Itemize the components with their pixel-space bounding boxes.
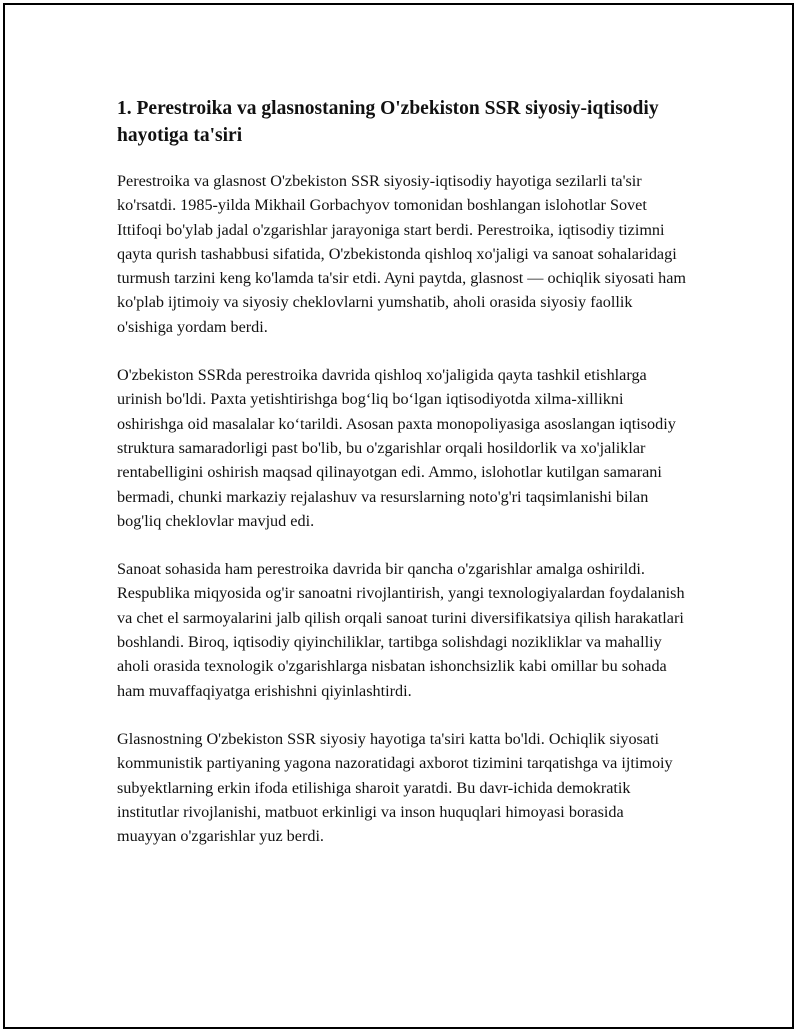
- document-body: [117, 95, 687, 872]
- paragraph-4: Glasnostning O'zbekiston SSR siyosiy hayotiga ta'siri katta bo'ldi. Ochiqlik siyosati kommunistik partiyaning yagona nazoratidagi axborot tizimini tarqatishga va ijtimoiy subyektlarning erkin ifoda etilishiga sharoit yaratdi. Bu davr-ichida demokratik institutlar rivojlanishi, matbuot erkinligi va inson huquqlari himoyasi borasida muayyan o'zgarishlar yuz berdi.: [117, 729, 673, 846]
- paragraph-2: O'zbekiston SSRda perestroika davrida qishloq xo'jaligida qayta tashkil etishlarga urinish bo'ldi. Paxta yetishtirishga bog‘liq bo‘lgan iqtisodiyotda xilma-xillikni oshirishga oid masalalar ko‘tarildi. Asosan paxta monopoliyasiga asoslangan iqtisodiy struktura samaradorligi past bo'lib, bu o'zgarishlar orqali hosildorlik va xo'jaliklar rentabelligini oshirish maqsad qilinayotgan edi. Ammo, islohotlar kutilgan samarani bermadi, chunki markaziy rejalashuv va resurslarning noto'g'ri taqsimlanishi bilan bog'liq cheklovlar mavjud edi.: [117, 366, 676, 530]
- section-title: 1. Perestroika va glasnostaning O'zbekiston SSR siyosiy-iqtisodiy hayotiga ta'siri: [117, 98, 659, 146]
- paragraph-1: Perestroika va glasnost O'zbekiston SSR siyosiy-iqtisodiy hayotiga sezilarli ta'sir ko'rsatdi. 1985-yilda Mikhail Gorbachyov tomonidan boshlangan islohotlar Sovet Ittifoqi bo'ylab jadal o'zgarishlar jarayoniga start berdi. Perestroika, iqtisodiy tizimni qayta qurish tashabbusi sifatida, O'zbekistonda qishloq xo'jaligi va sanoat sohalaridagi turmush tarzini keng ko'lamda ta'sir etdi. Ayni paytda, glasnost — ochiqlik siyosati ham ko'plab ijtimoiy va siyosiy cheklovlarni yumshatib, aholi orasida siyosiy faollik o'sishiga yordam berdi.: [117, 172, 687, 336]
- paragraph-3: Sanoat sohasida ham perestroika davrida bir qancha o'zgarishlar amalga oshirildi. Respublika miqyosida og'ir sanoatni rivojlantirish, yangi texnologiyalardan foydalanish va chet el sarmoyalarini jalb qilish orqali sanoat turini diversifikatsiya qilish harakatlari boshlandi. Biroq, iqtisodiy qiyinchiliklar, tartibga solishdagi nozikliklar va mahalliy aholi orasida texnologik o'zgarishlarga nisbatan ishonchsizlik kabi omillar bu sohada ham muvaffaqiyatga erishishni qiyinlashtirdi.: [117, 560, 685, 700]
